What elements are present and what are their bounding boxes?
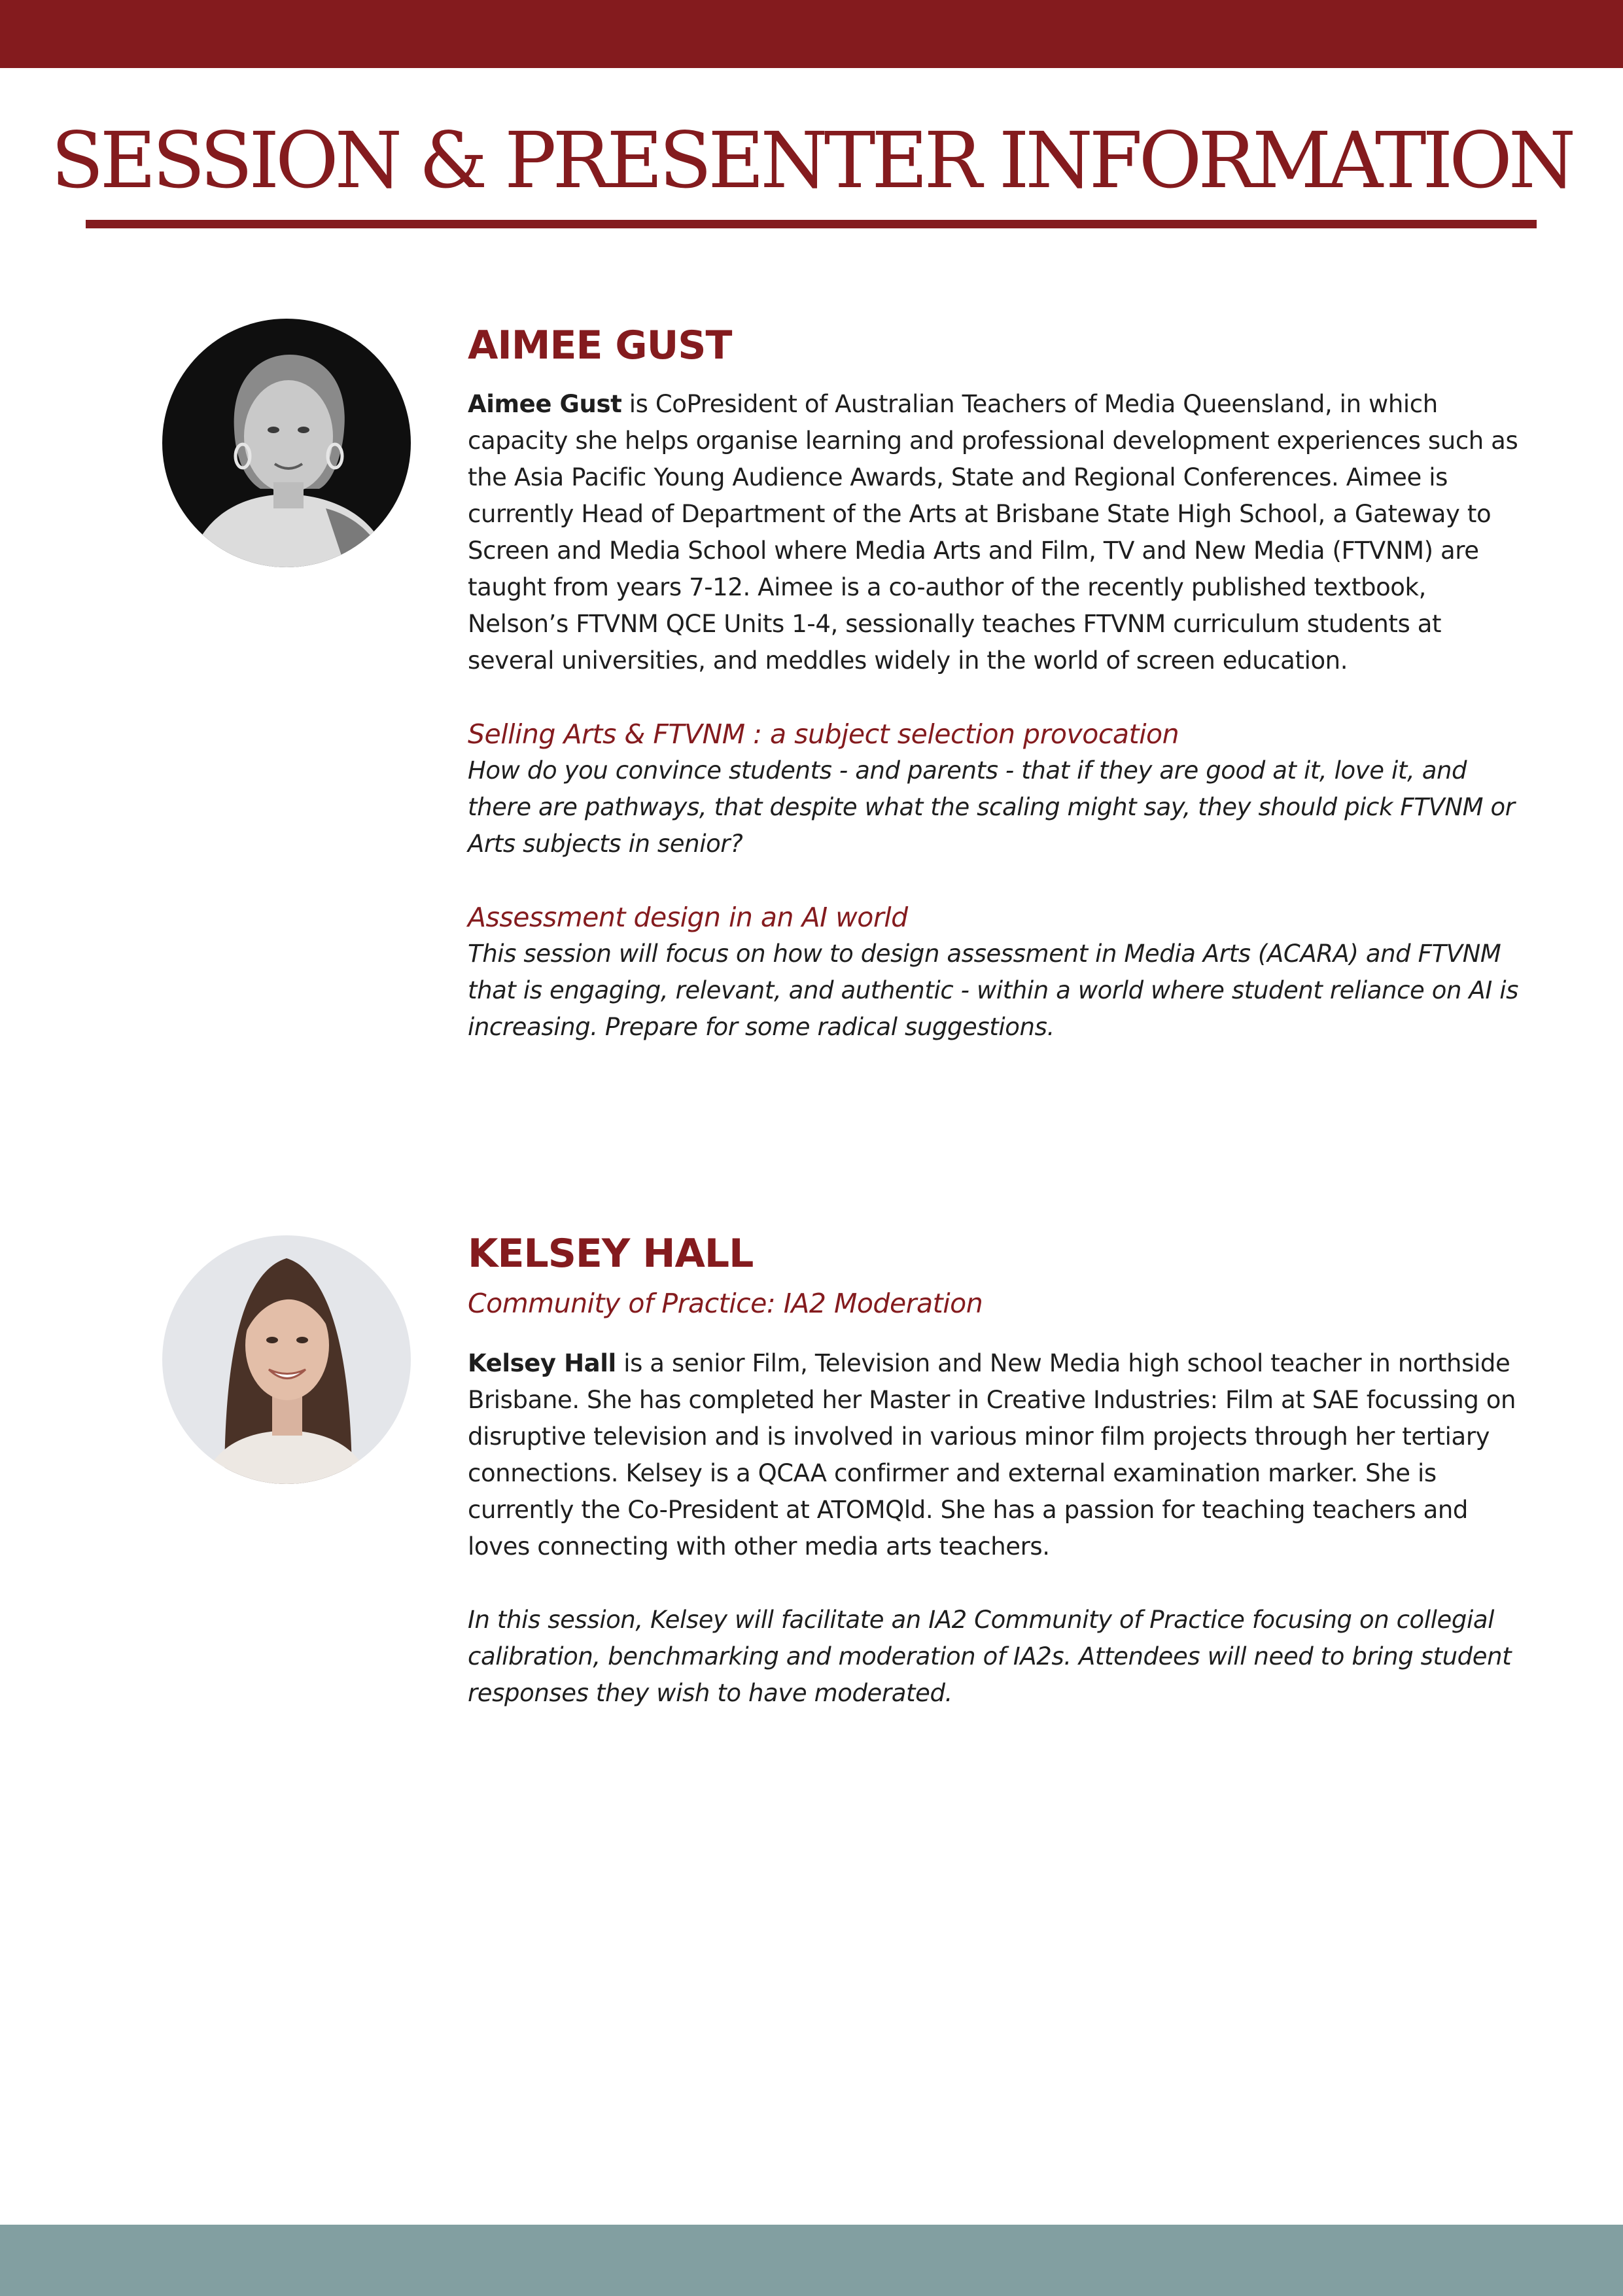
presenter-bio [468, 386, 1534, 679]
session-description: How do you convince students - and parents - that if they are good at it, love it, and there are pathways, that despite what the scaling might say, they should pick FTVNM or Arts subjects in senior? [468, 756, 1515, 858]
presenter-name: KELSEY HALL [468, 1231, 754, 1277]
session-block [468, 899, 1534, 1046]
bio-text: is CoPresident of Australian Teachers of Media Queensland, in which capacity she helps organise learning and professional development experiences such as the Asia Pacific Young Audience Awards, State and Regional Conferences. Aimee is currently Head of Department of the Arts at Brisbane State High School, a Gateway to Screen and Media School where Media Arts and Film, TV and New Media (FTVNM) are taught from years 7-12. Aimee is a co-author of the recently published textbook, Nelson’s FTVNM QCE Units 1-4, sessionally teaches FTVNM curriculum students at several universities, and meddles widely in the world of screen education. [468, 390, 1518, 675]
session-title: Assessment design in an AI world [468, 902, 908, 933]
session-title: Selling Arts & FTVNM : a subject selection provocation [468, 718, 1179, 750]
presenter-kelsey-hall [468, 1222, 1534, 1712]
footer-band [0, 2225, 1623, 2296]
session-title: Community of Practice: IA2 Moderation [468, 1288, 983, 1319]
presenter-aimee-gust [468, 314, 1534, 1082]
presenter-bio [468, 1345, 1534, 1565]
bio-text: is a senior Film, Television and New Media high school teacher in northside Brisbane. She has completed her Master in Creative Industries: Film at SAE focussing on disruptive television and is involved in various minor film projects through her tertiary connections. Kelsey is a QCAA confirmer and external examination marker. She is currently the Co-President at ATOMQld. She has a passion for teaching teachers and loves connecting with other media arts teachers. [468, 1349, 1516, 1561]
session-description: In this session, Kelsey will facilitate an IA2 Community of Practice focusing on collegial calibration, benchmarking and moderation of IA2s. Attendees will need to bring student responses they wish to have moderated. [468, 1606, 1512, 1707]
page-title: SESSION & PRESENTER INFORMATION [50, 115, 1573, 205]
title-divider [86, 220, 1537, 228]
header-band [0, 0, 1623, 68]
bio-lead-name: Kelsey Hall [468, 1349, 616, 1377]
kelsey-hall-photo [162, 1235, 411, 1484]
session-description: This session will focus on how to design assessment in Media Arts (ACARA) and FTVNM that is engaging, relevant, and authentic - within a world where student reliance on AI is increasing. Prepare for some radical suggestions. [468, 940, 1518, 1041]
session-block [468, 716, 1534, 862]
aimee-gust-photo [162, 319, 411, 567]
presenter-name: AIMEE GUST [468, 323, 732, 368]
bio-lead-name: Aimee Gust [468, 390, 622, 418]
